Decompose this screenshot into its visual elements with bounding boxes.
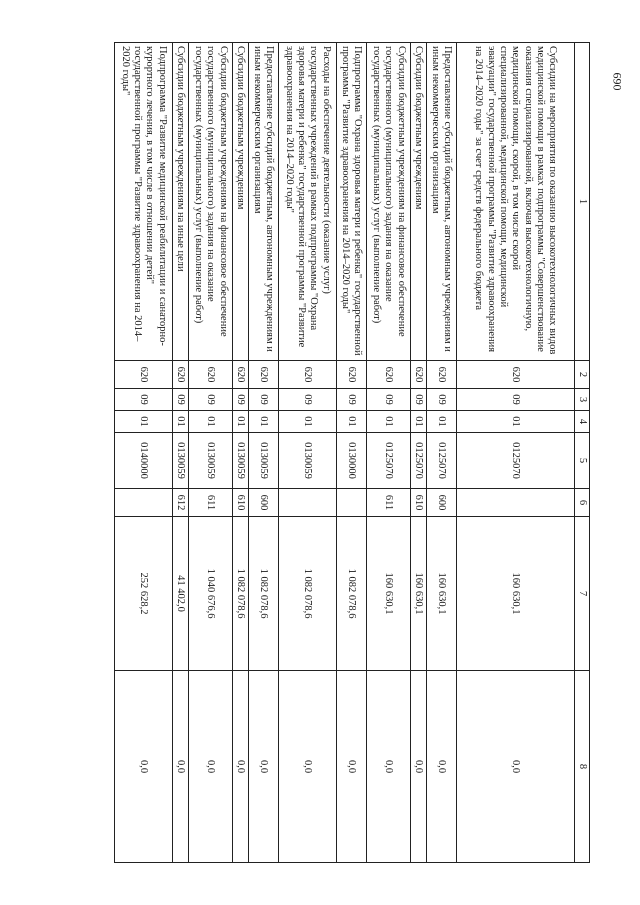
row-vr: 612 (172, 489, 188, 517)
row-rz: 09 (248, 389, 278, 411)
row-csr: 0140000 (114, 433, 172, 489)
table-row (456, 43, 574, 863)
row-pr: 01 (336, 411, 366, 433)
row-adm: 620 (248, 361, 278, 389)
table-row (278, 43, 336, 863)
header-cell: 8 (574, 671, 589, 863)
row-adm: 620 (410, 361, 426, 389)
row-rz: 09 (278, 389, 336, 411)
row-val: 0,0 (248, 671, 278, 863)
table-row (336, 43, 366, 863)
row-sum: 160 630,1 (366, 517, 410, 671)
row-val: 0,0 (336, 671, 366, 863)
row-adm: 620 (366, 361, 410, 389)
row-csr: 0130059 (172, 433, 188, 489)
row-rz: 09 (114, 389, 172, 411)
row-name: Предоставление субсидий бюджетным, автономным учреждениям и иным некоммерческим организациям (426, 43, 456, 361)
row-csr: 0125070 (426, 433, 456, 489)
row-pr: 01 (188, 411, 232, 433)
row-vr: 610 (410, 489, 426, 517)
budget-table-frame (86, 42, 590, 862)
row-name: Расходы на обеспечение деятельности (оказание услуг) государственных учреждений в рамках подпрограммы "Охрана здоровья матери и ребенка" государственной программы "Развитие здравоохранения на 2014–2020 годы" (278, 43, 336, 361)
row-sum: 252 628,2 (114, 517, 172, 671)
table-row (172, 43, 188, 863)
row-adm: 620 (114, 361, 172, 389)
table-row (188, 43, 232, 863)
row-sum: 160 630,1 (456, 517, 574, 671)
table-row (366, 43, 410, 863)
row-rz: 09 (456, 389, 574, 411)
row-val: 0,0 (426, 671, 456, 863)
row-adm: 620 (336, 361, 366, 389)
row-csr: 0125070 (410, 433, 426, 489)
row-vr (336, 489, 366, 517)
row-vr: 600 (426, 489, 456, 517)
header-cell: 3 (574, 389, 589, 411)
row-sum: 1 040 676,6 (188, 517, 232, 671)
header-row (574, 43, 589, 863)
row-sum: 160 630,1 (426, 517, 456, 671)
row-vr: 611 (188, 489, 232, 517)
row-val: 0,0 (172, 671, 188, 863)
row-sum: 1 082 078,6 (232, 517, 248, 671)
row-name: Субсидии бюджетным учреждениям (232, 43, 248, 361)
row-pr: 01 (456, 411, 574, 433)
row-adm: 620 (426, 361, 456, 389)
row-name: Подпрограмма "Охрана здоровья матери и ребенка" государственной программы "Развитие здравоохранения на 2014–2020 годы" (336, 43, 366, 361)
row-pr: 01 (172, 411, 188, 433)
row-name: Субсидии бюджетным учреждениям на финансовое обеспечение государственного (муниципального) задания на оказание государственных (муниципальных) услуг (выполнение работ) (366, 43, 410, 361)
row-vr: 600 (248, 489, 278, 517)
row-csr: 0130000 (336, 433, 366, 489)
row-rz: 09 (336, 389, 366, 411)
row-adm: 620 (188, 361, 232, 389)
row-vr: 610 (232, 489, 248, 517)
table-row (410, 43, 426, 863)
row-csr: 0130059 (188, 433, 232, 489)
row-rz: 09 (188, 389, 232, 411)
row-rz: 09 (410, 389, 426, 411)
table-row (248, 43, 278, 863)
row-name: Подпрограмма "Развитие медицинской реабилитации и санаторно-курортного лечения, в том числе в отношении детей" государственной программы "Развитие здравоохранения на 2014–2020 годы" (114, 43, 172, 361)
budget-table (114, 42, 590, 863)
row-name: Субсидии на мероприятия по оказанию высокотехнологичных видов медицинской помощи в рамках подпрограммы "Совершенствование оказания специализированной, включая высокотехнологичную, медицинской помощи, скорой, в том числе скорой специализированной, медицинской помощи, медицинской эвакуации" государственной программы "Развитие здравоохранения на 2014–2020 годы" за счет средств федерального бюджета (456, 43, 574, 361)
row-pr: 01 (426, 411, 456, 433)
table-row (232, 43, 248, 863)
header-cell: 5 (574, 433, 589, 489)
row-sum: 1 082 078,6 (248, 517, 278, 671)
row-csr: 0130059 (278, 433, 336, 489)
row-adm: 620 (172, 361, 188, 389)
row-vr (114, 489, 172, 517)
row-val: 0,0 (456, 671, 574, 863)
row-val: 0,0 (114, 671, 172, 863)
row-vr (278, 489, 336, 517)
row-name: Предоставление субсидий бюджетным, автономным учреждениям и иным некоммерческим организациям (248, 43, 278, 361)
row-val: 0,0 (188, 671, 232, 863)
row-val: 0,0 (278, 671, 336, 863)
header-cell: 6 (574, 489, 589, 517)
row-adm: 620 (232, 361, 248, 389)
row-name: Субсидии бюджетным учреждениям (410, 43, 426, 361)
row-pr: 01 (248, 411, 278, 433)
budget-table-rotated (86, 42, 590, 862)
row-sum: 1 082 078,6 (336, 517, 366, 671)
row-csr: 0125070 (366, 433, 410, 489)
row-val: 0,0 (410, 671, 426, 863)
row-val: 0,0 (366, 671, 410, 863)
table-row (114, 43, 172, 863)
header-cell: 7 (574, 517, 589, 671)
row-rz: 09 (172, 389, 188, 411)
row-pr: 01 (278, 411, 336, 433)
table-row (426, 43, 456, 863)
row-rz: 09 (426, 389, 456, 411)
row-sum: 160 630,1 (410, 517, 426, 671)
row-pr: 01 (366, 411, 410, 433)
row-pr: 01 (114, 411, 172, 433)
row-name: Субсидии бюджетным учреждениям на иные цели (172, 43, 188, 361)
row-pr: 01 (410, 411, 426, 433)
row-rz: 09 (232, 389, 248, 411)
row-name: Субсидии бюджетным учреждениям на финансовое обеспечение государственного (муниципального) задания на оказание государственных (муниципальных) услуг (выполнение работ) (188, 43, 232, 361)
row-vr (456, 489, 574, 517)
row-csr: 0130059 (232, 433, 248, 489)
row-csr: 0125070 (456, 433, 574, 489)
header-cell: 1 (574, 43, 589, 361)
row-val: 0,0 (232, 671, 248, 863)
header-cell: 2 (574, 361, 589, 389)
row-adm: 620 (456, 361, 574, 389)
row-csr: 0130059 (248, 433, 278, 489)
row-sum: 41 402,0 (172, 517, 188, 671)
row-rz: 09 (366, 389, 410, 411)
page-number: 690 (610, 72, 625, 91)
row-sum: 1 082 078,6 (278, 517, 336, 671)
header-cell: 4 (574, 411, 589, 433)
row-vr: 611 (366, 489, 410, 517)
row-adm: 620 (278, 361, 336, 389)
row-pr: 01 (232, 411, 248, 433)
